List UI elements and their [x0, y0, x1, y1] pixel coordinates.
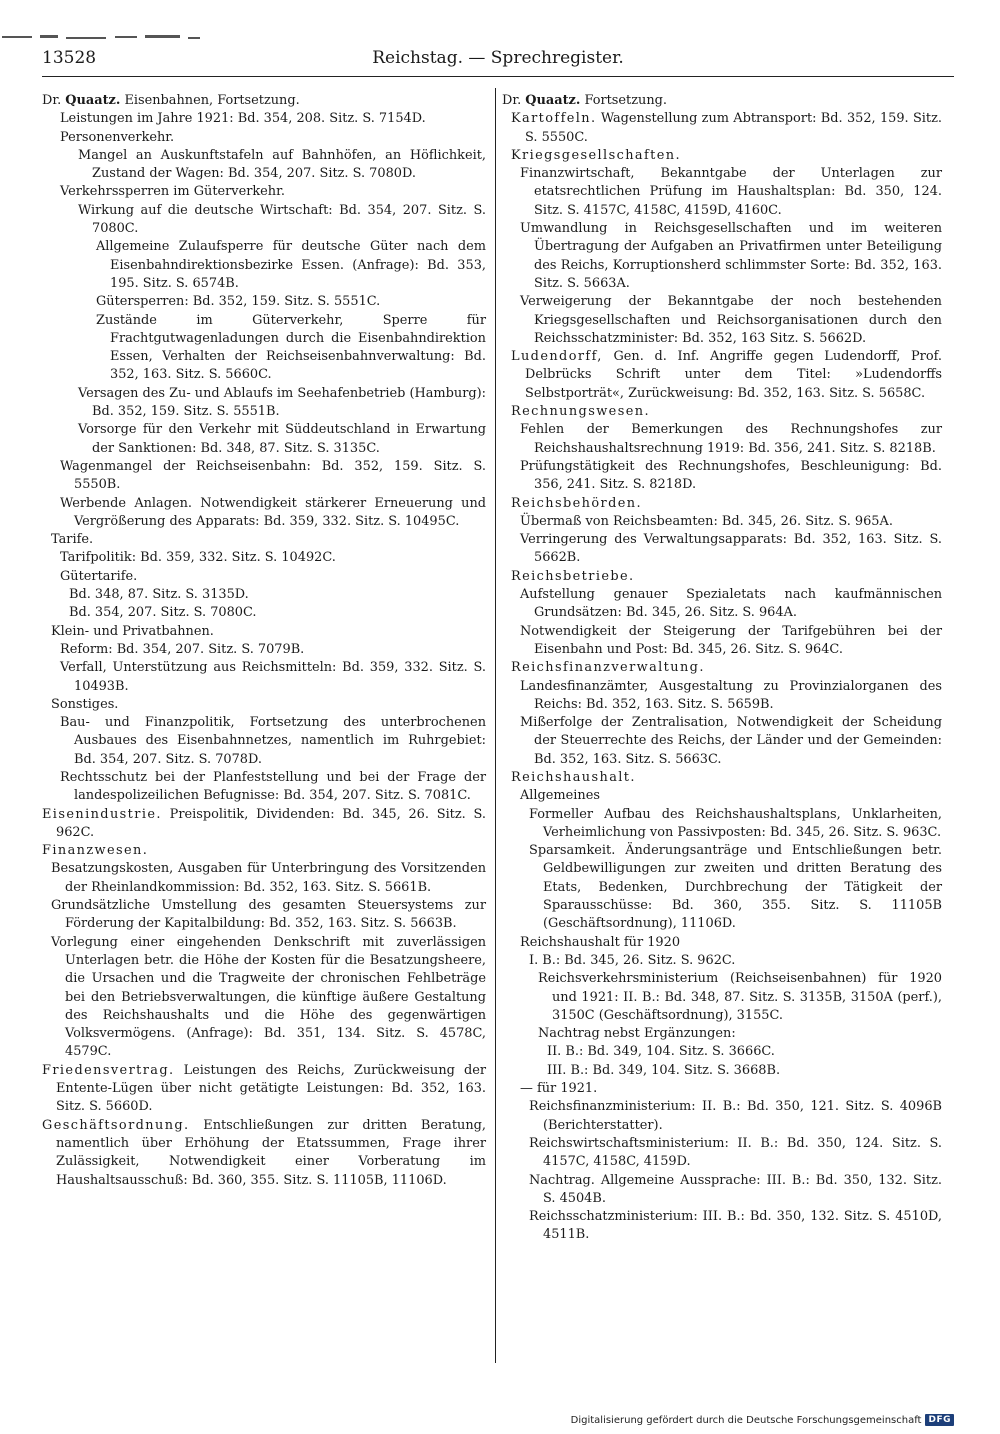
index-entry	[42, 92, 486, 110]
index-entry	[42, 897, 486, 934]
topic-heading: Finanzwesen.	[42, 843, 149, 859]
entry-text: Reichsschatzministerium: III. B.: Bd. 350, 132. Sitz. S. 4510D, 4511B.	[529, 1209, 942, 1243]
index-entry	[42, 293, 486, 311]
entry-text: Mißerfolge der Zentralisation, Notwendigkeit der Scheidung der Steuerrechte des Reichs, der Länder und der Gemeinden: Bd. 352, 163. Sitz. S. 5663C.	[520, 715, 942, 767]
page-number: 13528	[42, 48, 97, 68]
entry-text: Formeller Aufbau des Reichshaushaltsplans, Unklarheiten, Verheimlichung von Passivposten: Bd. 345, 26. Sitz. S. 963C.	[529, 806, 942, 840]
topic-heading: Geschäftsordnung.	[42, 1117, 190, 1133]
entry-text: Gütertarife.	[60, 568, 138, 584]
entry-text: Leistungen des Reichs, Zurückweisung der Entente-Lügen über nicht getätigte Leistungen: Bd. 352, 163. Sitz. S. 5660D.	[56, 1062, 486, 1115]
index-entry	[502, 531, 942, 568]
topic-heading: Reichsbehörden.	[511, 495, 642, 511]
index-entry	[502, 586, 942, 623]
entry-text: Vorlegung einer eingehenden Denkschrift mit zuverlässigen Unterlagen betr. die Höhe der Kosten für die Besatzungsheere, die Ursachen und die Tragweite der chronischen Fehlbeträge bei den Betriebsverwaltungen, die künftige äußere Gestaltung des Reichshaushalts und die Höhe des gegenwärtigen Volksvermögens. (Anfrage): Bd. 351, 134. Sitz. S. 4578C, 4579C.	[51, 934, 486, 1060]
index-entry	[502, 678, 942, 715]
index-entry	[502, 220, 942, 293]
page-header	[42, 46, 954, 72]
index-entry	[42, 1117, 486, 1190]
entry-text: Wagenstellung zum Abtransport: Bd. 352, 159. Sitz. S. 5550C.	[525, 111, 942, 145]
entry-text: Reform: Bd. 354, 207. Sitz. S. 7079B.	[60, 641, 305, 657]
index-entry	[42, 934, 486, 1062]
entry-text: Tarife.	[51, 532, 94, 548]
entry-text: Tarifpolitik: Bd. 359, 332. Sitz. S. 10492C.	[60, 550, 336, 566]
index-entry	[502, 1208, 942, 1245]
entry-text: III. B.: Bd. 349, 104. Sitz. S. 3668B.	[547, 1062, 781, 1078]
entry-text: Dr.	[42, 93, 66, 108]
index-entry	[502, 495, 942, 513]
index-entry	[42, 495, 486, 532]
entry-text: Wagenmangel der Reichseisenbahn: Bd. 352, 159. Sitz. S. 5550B.	[60, 458, 486, 493]
index-entry	[42, 714, 486, 769]
entry-text: Gen. d. Inf. Angriffe gegen Ludendorff, Prof. Delbrücks Schrift unter dem Titel: »Ludendorffs Selbstporträt«, Zurückweisung: Bd. 352, 163. Sitz. S. 5658C.	[525, 349, 942, 401]
entry-text: Dr.	[502, 93, 526, 108]
index-entry	[502, 1080, 942, 1098]
entry-text: Prüfungstätigkeit des Rechnungshofes, Beschleunigung: Bd. 356, 241. Sitz. S. 8218D.	[520, 458, 942, 493]
index-entry	[42, 568, 486, 586]
entry-text: Allgemeine Zulaufsperre für deutsche Güter nach dem Eisenbahndirektionsbezirke Essen. (Anfrage): Bd. 353, 195. Sitz. S. 6574B.	[96, 239, 486, 291]
index-entry	[42, 202, 486, 239]
column-divider	[495, 88, 496, 1363]
index-entry	[42, 385, 486, 422]
entry-text: Besatzungskosten, Ausgaben für Unterbringung des Vorsitzenden der Rheinlandkommission: Bd. 352, 163. Sitz. S. 5661B.	[51, 861, 486, 895]
entry-text: Reichsfinanzministerium: II. B.: Bd. 350, 121. Sitz. S. 4096B (Berichterstatter).	[529, 1099, 942, 1133]
index-entry	[502, 110, 942, 147]
entry-text: Reichsverkehrsministerium (Reichseisenbahnen) für 1920 und 1921: II. B.: Bd. 348, 87. Sitz. S. 3135B, 3150A (perf.), 3150C (Geschäftsordnung), 3155C.	[538, 971, 942, 1023]
index-entry	[502, 659, 942, 677]
entry-text: Übermaß von Reichsbeamten: Bd. 345, 26. Sitz. S. 965A.	[520, 513, 893, 529]
index-entry	[42, 531, 486, 549]
entry-text: Sparsamkeit. Änderungsanträge und Entschließungen betr. Geldbewilligungen zur zweiten und dritten Beratung des Etats, Bedenken, Durchbrechung der Tätigkeit der Sparausschüsse: Bd. 360, 355. Sitz. S. 11105B (Geschäftsordnung), 11106D.	[529, 843, 942, 932]
entry-text: Bd. 348, 87. Sitz. S. 3135D.	[69, 587, 249, 603]
right-column	[502, 92, 942, 1245]
index-entry	[42, 238, 486, 293]
entry-text: Notwendigkeit der Steigerung der Tarifgebühren bei der Eisenbahn und Post: Bd. 345, 26. Sitz. S. 964C.	[520, 623, 942, 657]
index-entry	[502, 714, 942, 769]
credit-text: Digitalisierung gefördert durch die Deutsche Forschungsgemeinschaft	[570, 1414, 922, 1426]
index-entry	[502, 1043, 942, 1061]
topic-heading: Ludendorff,	[511, 349, 603, 365]
index-entry	[502, 1172, 942, 1209]
index-entry	[42, 129, 486, 147]
index-entry	[502, 293, 942, 348]
entry-text: Personenverkehr.	[60, 129, 175, 145]
entry-text: Reichshaushalt für 1920	[520, 934, 681, 950]
entry-text: Gütersperren: Bd. 352, 159. Sitz. S. 5551C.	[96, 294, 381, 310]
index-entry	[42, 641, 486, 659]
topic-heading: Eisenindustrie.	[42, 806, 162, 822]
left-column	[42, 92, 486, 1190]
index-entry	[502, 970, 942, 1025]
index-entry	[42, 659, 486, 696]
entry-text: Eisenbahnen, Fortsetzung.	[120, 93, 300, 108]
entry-text: Aufstellung genauer Spezialetats nach kaufmännischen Grundsätzen: Bd. 345, 26. Sitz. S. 964A.	[520, 587, 942, 621]
dfg-logo-icon: DFG	[925, 1414, 954, 1426]
entry-text: Versagen des Zu- und Ablaufs im Seehafenbetrieb (Hamburg): Bd. 352, 159. Sitz. S. 5551B.	[78, 385, 486, 420]
entry-text: Leistungen im Jahre 1921: Bd. 354, 208. Sitz. S. 7154D.	[60, 111, 426, 127]
header-rule	[42, 76, 954, 77]
entry-text: II. B.: Bd. 349, 104. Sitz. S. 3666C.	[547, 1044, 775, 1060]
speaker-name: Quaatz.	[65, 93, 121, 108]
index-entry	[502, 568, 942, 586]
index-entry	[42, 1062, 486, 1117]
topic-heading: Rechnungswesen.	[511, 404, 650, 420]
index-entry	[42, 147, 486, 184]
index-entry	[42, 769, 486, 806]
index-entry	[42, 458, 486, 495]
index-entry	[42, 312, 486, 385]
index-entry	[502, 458, 942, 495]
index-entry	[42, 860, 486, 897]
index-entry	[502, 769, 942, 787]
index-entry	[502, 1025, 942, 1043]
index-entry	[42, 549, 486, 567]
entry-text: Verringerung des Verwaltungsapparats: Bd. 352, 163. Sitz. S. 5662B.	[520, 532, 942, 566]
topic-heading: Kriegsgesellschaften.	[511, 147, 681, 163]
running-title: Reichstag. — Sprechregister.	[372, 48, 624, 68]
scan-marks	[0, 28, 260, 38]
entry-text: Grundsätzliche Umstellung des gesamten Steuersystems zur Förderung der Kapitalbildung: Bd. 352, 163. Sitz. S. 5663B.	[51, 898, 486, 932]
index-entry	[502, 165, 942, 220]
index-entry	[502, 1098, 942, 1135]
entry-text: Verfall, Unterstützung aus Reichsmitteln: Bd. 359, 332. Sitz. S. 10493B.	[60, 660, 486, 694]
index-entry	[502, 842, 942, 933]
entry-text: Verkehrssperren im Güterverkehr.	[60, 184, 285, 200]
entry-text: Fehlen der Bemerkungen des Rechnungshofes zur Reichshaushaltsrechnung 1919: Bd. 356, 241. Sitz. S. 8218B.	[520, 422, 942, 456]
entry-text: Reichswirtschaftsministerium: II. B.: Bd. 350, 124. Sitz. S. 4157C, 4158C, 4159D.	[529, 1135, 942, 1170]
entry-text: Bd. 354, 207. Sitz. S. 7080C.	[69, 605, 257, 621]
topic-heading: Reichshaushalt.	[511, 769, 636, 785]
index-entry	[42, 110, 486, 128]
index-entry	[502, 952, 942, 970]
entry-text: Vorsorge für den Verkehr mit Süddeutschland in Erwartung der Sanktionen: Bd. 348, 87. Sitz. S. 3135C.	[78, 422, 486, 456]
index-entry	[502, 1062, 942, 1080]
index-entry	[502, 513, 942, 531]
index-entry	[502, 934, 942, 952]
entry-text: Preispolitik, Dividenden: Bd. 345, 26. Sitz. S. 962C.	[56, 806, 486, 840]
index-entry	[42, 183, 486, 201]
entry-text: — für 1921.	[520, 1081, 598, 1097]
topic-heading: Friedensvertrag.	[42, 1062, 175, 1078]
entry-text: Wirkung auf die deutsche Wirtschaft: Bd. 354, 207. Sitz. S. 7080C.	[78, 202, 486, 237]
index-entry	[502, 787, 942, 805]
index-entry	[502, 623, 942, 660]
index-entry	[502, 1135, 942, 1172]
index-entry	[42, 604, 486, 622]
entry-text: Zustände im Güterverkehr, Sperre für Frachtgutwagenladungen durch die Eisenbahndirektion Essen, Verhalten der Reichseisenbahnverwaltung: Bd. 352, 163. Sitz. S. 5660C.	[96, 312, 486, 383]
speaker-name: Quaatz.	[525, 93, 581, 108]
index-entry	[42, 586, 486, 604]
index-entry	[502, 147, 942, 165]
entry-text: Allgemeines	[520, 788, 600, 804]
entry-text: Klein- und Privatbahnen.	[51, 623, 214, 639]
entry-text: Sonstiges.	[51, 696, 119, 712]
index-entry	[42, 421, 486, 458]
entry-text: Verweigerung der Bekanntgabe der noch bestehenden Kriegsgesellschaften und Reichsorganisationen durch den Reichsschatzminister: Bd. 352, 163 Sitz. S. 5662D.	[520, 294, 942, 346]
topic-heading: Reichsfinanzverwaltung.	[511, 660, 705, 676]
entry-text: Werbende Anlagen. Notwendigkeit stärkerer Erneuerung und Vergrößerung des Apparats: Bd. 359, 332. Sitz. S. 10495C.	[60, 495, 486, 529]
index-entry	[502, 403, 942, 421]
index-entry	[502, 806, 942, 843]
index-entry	[502, 348, 942, 403]
entry-text: I. B.: Bd. 345, 26. Sitz. S. 962C.	[529, 952, 736, 968]
entry-text: Bau- und Finanzpolitik, Fortsetzung des unterbrochenen Ausbaues des Eisenbahnnetzes, namentlich im Ruhrgebiet: Bd. 354, 207. Sitz. S. 7078D.	[60, 715, 486, 767]
digitization-credit	[571, 1414, 954, 1426]
entry-text: Mangel an Auskunftstafeln auf Bahnhöfen, an Höflichkeit, Zustand der Wagen: Bd. 354, 207. Sitz. S. 7080D.	[78, 147, 486, 182]
index-entry	[502, 92, 942, 110]
index-entry	[42, 806, 486, 843]
topic-heading: Kartoffeln.	[511, 111, 597, 127]
entry-text: Rechtsschutz bei der Planfeststellung und bei der Frage der landespolizeilichen Befugnisse: Bd. 354, 207. Sitz. S. 7081C.	[60, 769, 486, 804]
index-entry	[502, 421, 942, 458]
entry-text: Finanzwirtschaft, Bekanntgabe der Unterlagen zur etatsrechtlichen Prüfung im Haushaltsplan: Bd. 350, 124. Sitz. S. 4157C, 4158C, 4159D, 4160C.	[520, 166, 942, 218]
entry-text: Landesfinanzämter, Ausgestaltung zu Provinzialorganen des Reichs: Bd. 352, 163. Sitz. S. 5659B.	[520, 678, 942, 712]
entry-text: Fortsetzung.	[580, 93, 667, 108]
entry-text: Nachtrag nebst Ergänzungen:	[538, 1026, 736, 1042]
topic-heading: Reichsbetriebe.	[511, 568, 635, 584]
entry-text: Nachtrag. Allgemeine Aussprache: III. B.: Bd. 350, 132. Sitz. S. 4504B.	[529, 1172, 942, 1206]
index-entry	[42, 696, 486, 714]
index-entry	[42, 623, 486, 641]
index-entry	[42, 842, 486, 860]
entry-text: Umwandlung in Reichsgesellschaften und im weiteren Übertragung der Aufgaben an Privatfirmen unter Beteiligung des Reichs, Korruptionsherd schlimmster Sorte: Bd. 352, 163. Sitz. S. 5663A.	[520, 221, 942, 291]
entry-text: Entschließungen zur dritten Beratung, namentlich über Erhöhung der Etatssummen, Frage ihrer Zulässigkeit, Notwendigkeit einer Vorberatung im Haushaltsausschuß: Bd. 360, 355. Sitz. S. 11105B, 11106D.	[56, 1117, 486, 1188]
